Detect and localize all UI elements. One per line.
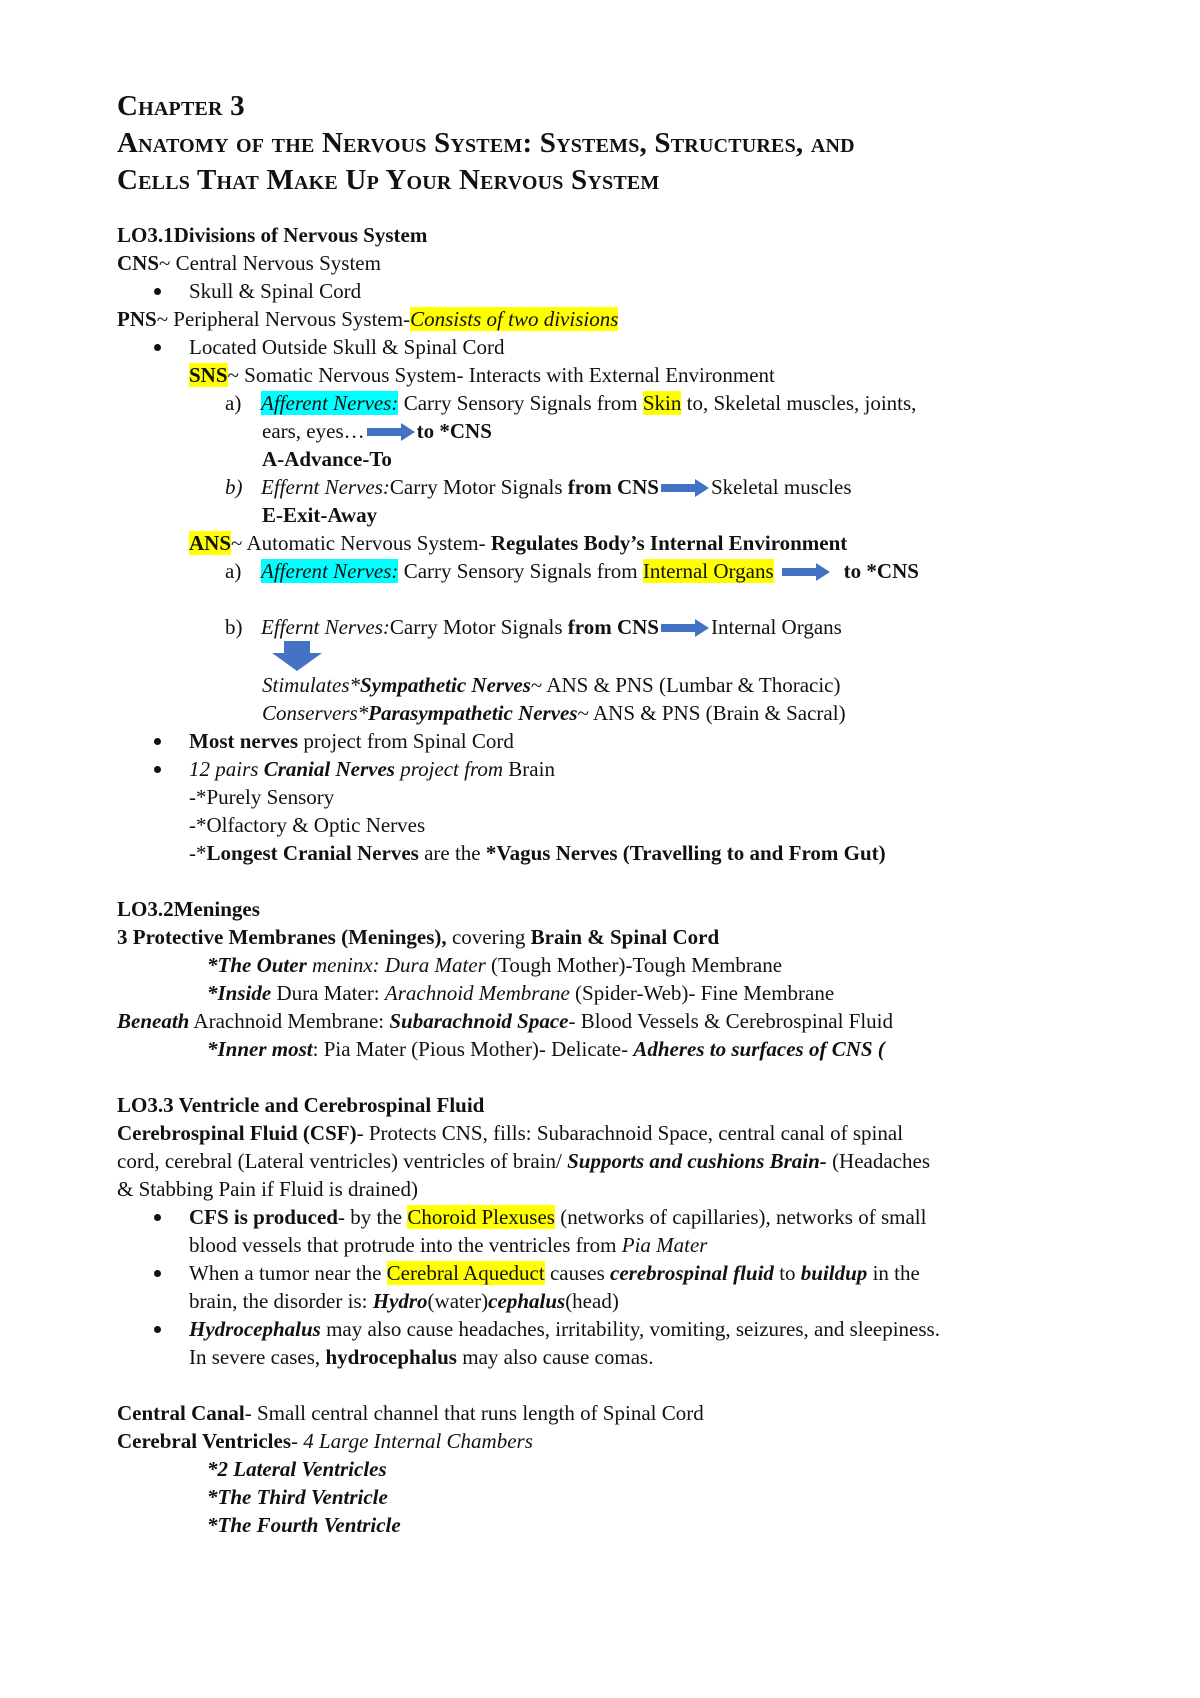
pns-line (117, 305, 1117, 333)
ans-afferent-to: to *CNS (843, 559, 919, 583)
ans-afferent-line (117, 557, 1117, 585)
b2-text2: causes (544, 1261, 611, 1285)
ans-afferent-text: Carry Sensory Signals from (398, 559, 643, 583)
lo3-heading: LO3.3 Ventricle and Cerebrospinal Fluid (117, 1093, 485, 1117)
cranial-sub3-prefix: -* (189, 841, 207, 865)
meninges-intro (117, 923, 1117, 951)
b3-line2b: may also cause comas. (456, 1345, 654, 1369)
right-arrow-icon (782, 563, 830, 581)
cerebral-aqueduct: Cerebral Aqueduct (386, 1261, 545, 1285)
ans-efferent-line (117, 613, 1117, 641)
down-arrow-row (117, 641, 1117, 671)
right-arrow-icon (661, 619, 709, 637)
outer-i: meninx: Dura Mater (306, 953, 486, 977)
b2-text3: to (773, 1261, 801, 1285)
beneath-rest: - Blood Vessels & Cerebrospinal Fluid (568, 1009, 894, 1033)
b1-line2b: Pia Mater (621, 1233, 708, 1257)
most-rest: project from Spinal Cord (298, 729, 514, 753)
para-prefix: Conservers* (262, 701, 369, 725)
outer-bi: *The Outer (207, 953, 307, 977)
sns-efferent-from: from CNS (567, 475, 659, 499)
cns-text: ~ Central Nervous System (159, 251, 381, 275)
inside-text: Dura Mater: (271, 981, 385, 1005)
sns-afferent-line (117, 389, 1117, 417)
ans-efferent-text: Carry Motor Signals (389, 615, 568, 639)
cranial-sub-1: -*Purely Sensory (189, 785, 335, 809)
canal-text: - Small central channel that runs length of Spinal Cord (244, 1401, 704, 1425)
csf-line2c: (Headaches (826, 1149, 930, 1173)
b2-text1: When a tumor near the (189, 1261, 387, 1285)
b2-bi4: cephalus (488, 1289, 566, 1313)
sns-efferent-text: Carry Motor Signals (389, 475, 568, 499)
symp-name: Sympathetic Nerves (360, 673, 531, 697)
chapter-subtitle-line-2: Cells That Make Up Your Nervous System (117, 164, 660, 196)
b1-rest: (networks of capillaries), networks of small (554, 1205, 927, 1229)
vent-i: 4 Large Internal Chambers (303, 1429, 533, 1453)
beneath-text: Arachnoid Membrane: (189, 1009, 390, 1033)
sympathetic-line (117, 671, 1117, 699)
lo2-heading: LO3.2Meninges (117, 897, 260, 921)
beneath-line (117, 1007, 1117, 1035)
b2-bi2: buildup (800, 1261, 868, 1285)
sns-efferent-label: Effernt Nerves: (261, 475, 390, 499)
inner-text: : Pia Mater (Pious Mother)- Delicate- (312, 1037, 634, 1061)
cerebral-ventricles-line (117, 1427, 1117, 1455)
ans-internal-organs: Internal Organs (642, 559, 774, 583)
symp-prefix: Stimulates* (262, 673, 360, 697)
sns-text: ~ Somatic Nervous System- Interacts with External Environment (227, 363, 775, 387)
ventricle-2: *The Third Ventricle (207, 1485, 388, 1509)
csf-bullet-1-line2 (117, 1231, 1117, 1259)
inside-bi: *Inside (207, 981, 272, 1005)
cranial-i2: project from (394, 757, 509, 781)
most-nerves-bullet (117, 727, 1117, 755)
ans-abbr: ANS (189, 531, 232, 555)
right-arrow-icon (661, 479, 709, 497)
cranial-sub-3 (117, 839, 1117, 867)
inside-meninx (117, 979, 1117, 1007)
cns-bullet (117, 277, 1117, 305)
sns-afferent-text1: Carry Sensory Signals from (398, 391, 643, 415)
cranial-sub-2: -*Olfactory & Optic Nerves (189, 813, 426, 837)
parasympathetic-line (117, 699, 1117, 727)
symp-rest: ~ ANS & PNS (Lumbar & Thoracic) (530, 673, 841, 697)
inside-rest: (Spider-Web)- Fine Membrane (569, 981, 835, 1005)
csf-bullet-2-line2 (117, 1287, 1117, 1315)
ans-efferent-from: from CNS (567, 615, 659, 639)
ans-afferent-label: Afferent Nerves: (261, 559, 399, 583)
inner-bi2: Adheres to surfaces of CNS ( (633, 1037, 885, 1061)
b2-line2c: (head) (565, 1289, 619, 1313)
inside-i: Arachnoid Membrane (384, 981, 570, 1005)
csf-line-1 (117, 1119, 1117, 1147)
ans-efferent-label: Effernt Nerves: (261, 615, 390, 639)
intro-bold: 3 Protective Membranes (Meninges), (117, 925, 447, 949)
csf-line2a: cord, cerebral (Lateral ventricles) ventricles of brain/ (117, 1149, 568, 1173)
right-arrow-icon (367, 423, 415, 441)
b3-line2a: In severe cases, (189, 1345, 326, 1369)
ans-efferent-dest: Internal Organs (711, 615, 842, 639)
cns-abbr: CNS (117, 251, 160, 275)
chapter-subtitle-line-1: Anatomy of the Nervous System: Systems, Structures, and (117, 127, 855, 159)
b2-bi3: Hydro (372, 1289, 428, 1313)
outer-rest: (Tough Mother)-Tough Membrane (485, 953, 783, 977)
cranial-sub3-bold1: Longest Cranial Nerves (206, 841, 419, 865)
cranial-bi: Cranial Nerves (263, 757, 395, 781)
intro-bold2: Brain & Spinal Cord (530, 925, 720, 949)
ans-text: ~ Automatic Nervous System- (231, 531, 491, 555)
lo1-heading: LO3.1Divisions of Nervous System (117, 223, 428, 247)
choroid-plexuses: Choroid Plexuses (407, 1205, 555, 1229)
beneath-bi: Beneath (117, 1009, 190, 1033)
cranial-brain: Brain (508, 757, 555, 781)
ventricle-3: *The Fourth Ventricle (207, 1513, 401, 1537)
inner-bi: *Inner most (207, 1037, 313, 1061)
b1-bold: CFS is produced (189, 1205, 338, 1229)
csf-bullet-3-line2 (117, 1343, 1117, 1371)
b2-bi1: cerebrospinal fluid (610, 1261, 774, 1285)
b2-line2a: brain, the disorder is: (189, 1289, 373, 1313)
pns-abbr: PNS (117, 307, 157, 331)
intro-mid: covering (446, 925, 531, 949)
inner-most-line (117, 1035, 1117, 1063)
sns-afferent-text3: ears, eyes… (262, 419, 365, 443)
vent-text: - (291, 1429, 304, 1453)
b3-bold: hydrocephalus (325, 1345, 457, 1369)
most-bold: Most nerves (189, 729, 299, 753)
sns-efferent-dest: Skeletal muscles (711, 475, 852, 499)
cranial-i1: 12 pairs (189, 757, 264, 781)
ans-a-marker: a) (225, 559, 242, 583)
ventricle-1: *2 Lateral Ventricles (207, 1457, 387, 1481)
pns-bullet (117, 333, 1117, 361)
down-arrow-icon (272, 641, 322, 671)
canal-bold: Central Canal (117, 1401, 245, 1425)
ans-line (117, 529, 1117, 557)
sns-abbr: SNS (189, 363, 228, 387)
para-rest: ~ ANS & PNS (Brain & Sacral) (577, 701, 846, 725)
mnemonic-exit: E-Exit-Away (262, 503, 378, 527)
ans-bold: Regulates Body’s Internal Environment (490, 531, 848, 555)
cranial-bullet (117, 755, 1117, 783)
sns-afferent-to: to *CNS (416, 419, 492, 443)
pns-text: ~ Peripheral Nervous System- (156, 307, 411, 331)
outer-meninx (117, 951, 1117, 979)
sns-afferent-line2 (117, 417, 1117, 445)
sns-afferent-label: Afferent Nerves: (261, 391, 399, 415)
b1-text: - by the (337, 1205, 408, 1229)
sns-skin: Skin (642, 391, 682, 415)
b3-text: may also cause headaches, irritability, vomiting, seizures, and sleepiness. (320, 1317, 940, 1341)
b2-line2b: (water) (427, 1289, 489, 1313)
csf-bullet-2 (117, 1259, 1117, 1287)
vent-bold: Cerebral Ventricles (117, 1429, 291, 1453)
central-canal-line (117, 1399, 1117, 1427)
sns-a-marker: a) (225, 391, 242, 415)
ans-b-marker: b) (225, 615, 243, 639)
b1-line2a: blood vessels that protrude into the ventricles from (189, 1233, 622, 1257)
sns-efferent-line (117, 473, 1117, 501)
sns-line (117, 361, 1117, 389)
document-page (117, 88, 1117, 1539)
sns-b-marker: b) (225, 475, 243, 499)
para-name: Parasympathetic Nerves (368, 701, 578, 725)
csf-line-3: & Stabbing Pain if Fluid is drained) (117, 1177, 418, 1201)
pns-bullet-text: Located Outside Skull & Spinal Cord (189, 335, 505, 359)
cns-bullet-text: Skull & Spinal Cord (189, 279, 362, 303)
cranial-sub3-mid: are the (418, 841, 486, 865)
pns-highlight: Consists of two divisions (410, 307, 619, 331)
chapter-title (117, 88, 1117, 199)
mnemonic-advance: A-Advance-To (262, 447, 392, 471)
b3-bi: Hydrocephalus (189, 1317, 321, 1341)
csf-bullet-1 (117, 1203, 1117, 1231)
csf-line1-text: - Protects CNS, fills: Subarachnoid Space, central canal of spinal (356, 1121, 904, 1145)
beneath-bi2: Subarachnoid Space (389, 1009, 569, 1033)
cns-line (117, 249, 1117, 277)
cranial-sub3-bold2: *Vagus Nerves (Travelling to and From Gut) (485, 841, 886, 865)
csf-line2b: Supports and cushions Brain- (567, 1149, 827, 1173)
b2-text4: in the (867, 1261, 920, 1285)
csf-bold: Cerebrospinal Fluid (CSF) (117, 1121, 357, 1145)
csf-bullet-3 (117, 1315, 1117, 1343)
sns-afferent-text2: to, Skeletal muscles, joints, (681, 391, 917, 415)
csf-line-2 (117, 1147, 1117, 1175)
chapter-number: Chapter 3 (117, 90, 245, 122)
